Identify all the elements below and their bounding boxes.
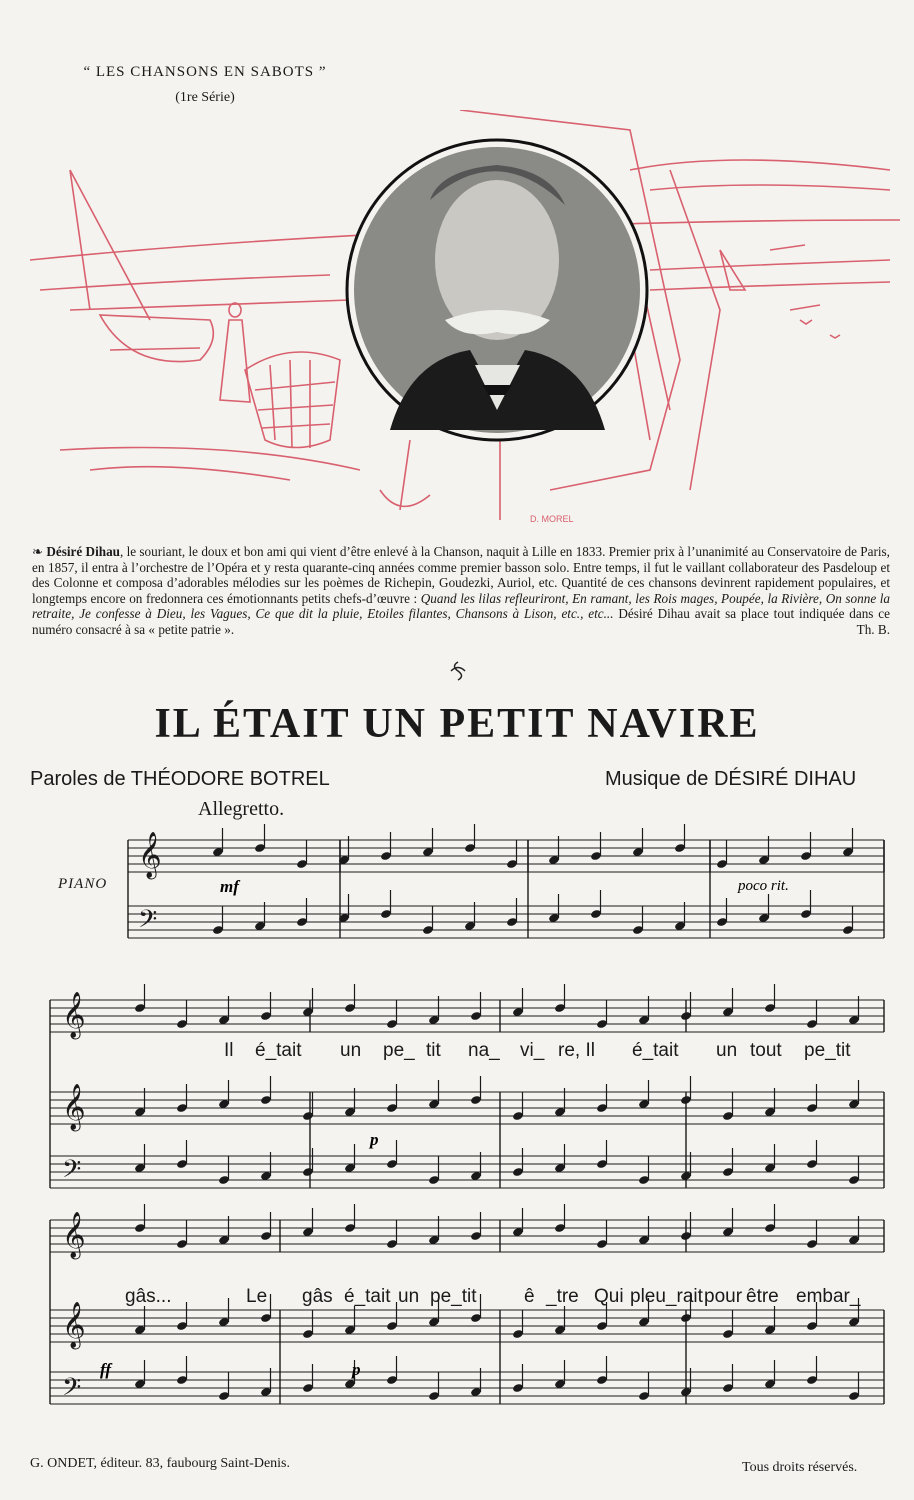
treble-clef-icon: 𝄞 xyxy=(62,1084,86,1130)
artist-signature: D. MOREL xyxy=(530,514,574,524)
treble-clef-icon: 𝄞 xyxy=(62,992,86,1038)
lyric-syllable: être xyxy=(746,1286,779,1307)
treble-clef-icon: 𝄞 xyxy=(62,1212,86,1258)
dynamic-mf: mf xyxy=(220,877,239,896)
dynamic-ff: ff xyxy=(100,1360,112,1379)
lyric-syllable: pe_ xyxy=(383,1040,415,1061)
lyricist-credit: Paroles de THÉODORE BOTREL xyxy=(30,768,330,790)
lyric-syllable: pour xyxy=(704,1286,743,1307)
lyric-syllable: un xyxy=(340,1040,362,1061)
lyric-syllable: vi_ xyxy=(520,1040,545,1061)
bass-clef-icon: 𝄢 xyxy=(62,1155,82,1190)
lyric-syllable: é_tait xyxy=(632,1040,679,1061)
poco-rit-marking: poco rit. xyxy=(738,878,789,894)
lyric-syllable: é_tait xyxy=(344,1286,391,1307)
lyric-syllable: gâs xyxy=(302,1286,333,1307)
lyric-syllable: Le xyxy=(246,1286,268,1307)
treble-clef-icon: 𝄞 xyxy=(62,1302,86,1348)
lyric-syllable: tit xyxy=(426,1040,441,1061)
lyric-syllable: tout xyxy=(750,1040,782,1061)
lyric-syllable: embar_ xyxy=(796,1286,861,1307)
treble-clef-icon: 𝄞 xyxy=(138,832,162,878)
lyric-syllable: un xyxy=(398,1286,420,1307)
bio-signature: Th. B. xyxy=(856,621,890,637)
ornament-icon xyxy=(447,660,469,682)
song-title: IL ÉTAIT UN PETIT NAVIRE xyxy=(154,701,760,747)
lyric-syllable: pleu_rait xyxy=(630,1286,703,1307)
lyric-syllable: é_tait xyxy=(255,1040,302,1061)
piano-label: PIANO xyxy=(58,876,108,892)
bio-text: , le souriant, le doux et bon ami qui vient d’être enlevé à la Chanson, naquit à Lille en 1833. Premier prix à l’unanimité au Conservatoire de Paris, en 1857, il entra à l’orchestre de l’Opéra et y resta quarante-cinq années comme premier basson solo. Entre temps, il fut le vaillant collaborateur des Pasdeloup et des Colonne et composa d’adorables mélodies sur les poèmes de Richepin, Goudezki, Auriol, etc. Quantité de ces chansons devinrent rapidement populaires, et longtemps encore on fredonnera ces émotionnants petits chefs-d’œuvre : xyxy=(32,544,890,606)
series-subtitle: (1re Série) xyxy=(175,90,235,105)
portrait-medallion xyxy=(347,140,647,440)
dynamic-p: p xyxy=(370,1130,379,1149)
tempo-marking: Allegretto. xyxy=(198,798,285,820)
series-title: “ LES CHANSONS EN SABOTS ” xyxy=(83,64,327,80)
lyric-syllable: ê xyxy=(524,1286,535,1307)
bio-text-end: Désiré Dihau avait sa place tout indiquée dans ce numéro consacré à sa « petite patrie ». xyxy=(32,606,890,637)
lyric-syllable: _tre xyxy=(546,1286,579,1307)
bass-clef-icon: 𝄢 xyxy=(138,905,158,940)
bio-works: Quand les lilas refleuriront, En ramant, les Rois mages, Poupée, la Rivière, On sonne la retraite, Je confesse à Dieu, les Vagues, Ce que dit la pluie, Etoiles filantes, Chansons à Lison, etc., etc... xyxy=(32,590,890,622)
notes xyxy=(134,824,860,1401)
dynamic-p: p xyxy=(352,1360,361,1379)
lyric-syllable: re, Il xyxy=(558,1040,595,1061)
lyric-syllable: na_ xyxy=(468,1040,500,1061)
composer-credit: Musique de DÉSIRÉ DIHAU xyxy=(605,768,857,790)
clefs xyxy=(62,832,162,1408)
rights-footer: Tous droits réservés. xyxy=(742,1460,858,1475)
lyric-syllable: pe_tit xyxy=(804,1040,851,1061)
bass-clef-icon: 𝄢 xyxy=(62,1373,82,1408)
lyric-syllable: gâs... xyxy=(125,1286,172,1307)
music-score xyxy=(0,820,914,1460)
seaside-illustration xyxy=(30,110,900,540)
lyric-syllable: Qui xyxy=(594,1286,624,1307)
lyric-syllable: Il xyxy=(224,1040,234,1061)
composer-biography xyxy=(32,544,890,638)
fleuron-icon: ❧ xyxy=(32,544,47,559)
publisher-footer: G. ONDET, éditeur. 83, faubourg Saint-Denis. xyxy=(30,1456,290,1471)
lyric-syllable: un xyxy=(716,1040,738,1061)
lyric-syllable: pe_tit xyxy=(430,1286,477,1307)
bio-name: Désiré Dihau xyxy=(46,544,120,559)
